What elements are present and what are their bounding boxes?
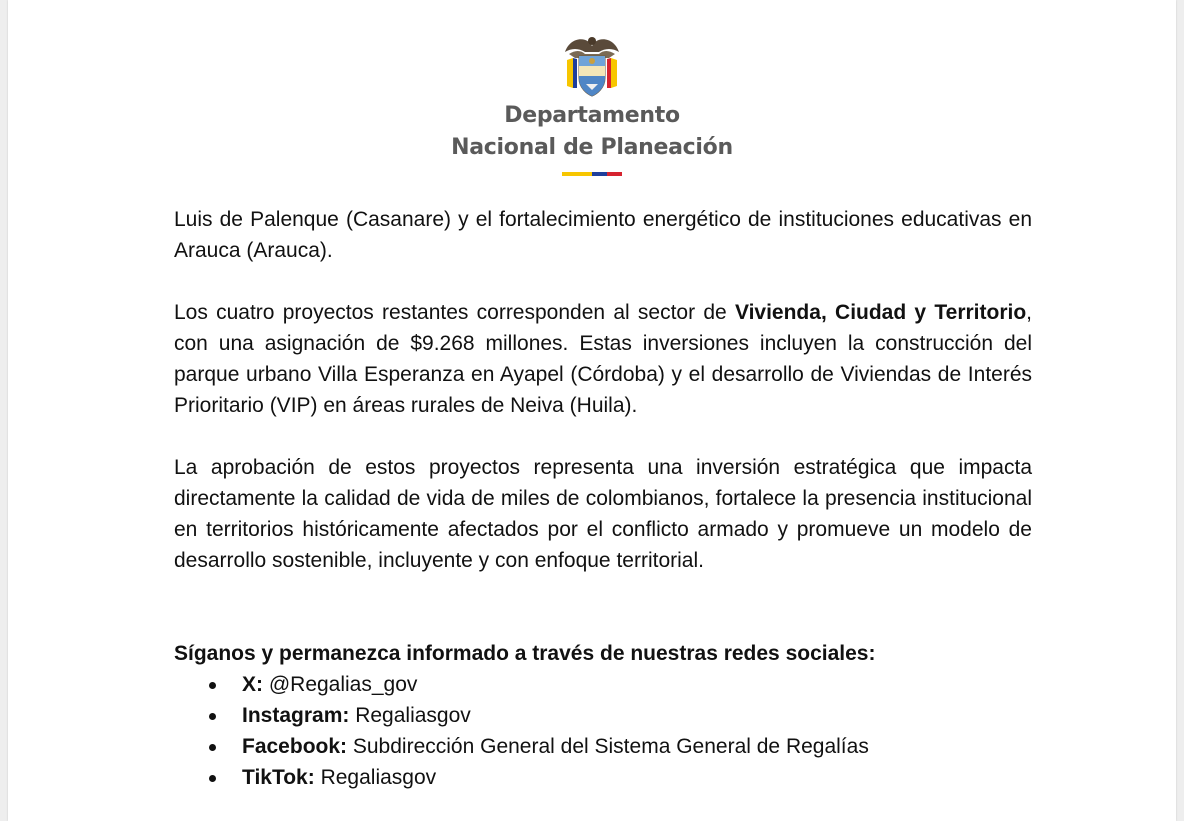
social-label: Facebook: <box>242 735 348 758</box>
paragraph-2 <box>174 297 1032 421</box>
social-value: Regaliasgov <box>349 704 471 727</box>
paragraph-2-rest: , con una asignación de $9.268 millones. Estas inversiones incluyen la construcción del parque urbano Villa Esperanza en Ayapel (Córdoba) y el desarrollo de Viviendas de Interés Prioritario (VIP) en áreas rurales de Neiva (Huila). <box>174 301 1032 417</box>
document-page <box>8 0 1176 821</box>
org-name-line2: Nacional de Planeación <box>451 135 733 160</box>
social-label: TikTok: <box>242 766 315 789</box>
coat-of-arms-logo <box>559 30 625 98</box>
paragraph-2-intro: Los cuatro proyectos restantes corresponden al sector de <box>174 301 735 324</box>
social-value: Subdirección General del Sistema General de Regalías <box>347 735 869 758</box>
social-list <box>174 669 1032 793</box>
flag-color-bar <box>562 172 622 176</box>
social-heading: Síganos y permanezca informado a través de nuestras redes sociales: <box>174 642 876 665</box>
social-label: Instagram: <box>242 704 350 727</box>
letterhead <box>8 30 1176 176</box>
social-value: @Regalias_gov <box>263 673 418 696</box>
list-item <box>242 700 1032 731</box>
document-body <box>174 204 1032 793</box>
list-item <box>242 669 1032 700</box>
org-name-line1: Departamento <box>504 103 680 128</box>
paragraph-2-sector: Vivienda, Ciudad y Territorio <box>734 301 1027 324</box>
paragraph-3: La aprobación de estos proyectos representa una inversión estratégica que impacta directamente la calidad de vida de miles de colombianos, fortalece la presencia institucional en territorios históricamente afectados por el conflicto armado y promueve un modelo de desarrollo sostenible, incluyente y con enfoque territorial. <box>174 456 1032 572</box>
social-label: X: <box>242 673 263 696</box>
paragraph-1: Luis de Palenque (Casanare) y el fortalecimiento energético de instituciones educativas en Arauca (Arauca). <box>174 208 1032 262</box>
social-value: Regaliasgov <box>314 766 437 789</box>
list-item <box>242 762 1032 793</box>
list-item <box>242 731 1032 762</box>
